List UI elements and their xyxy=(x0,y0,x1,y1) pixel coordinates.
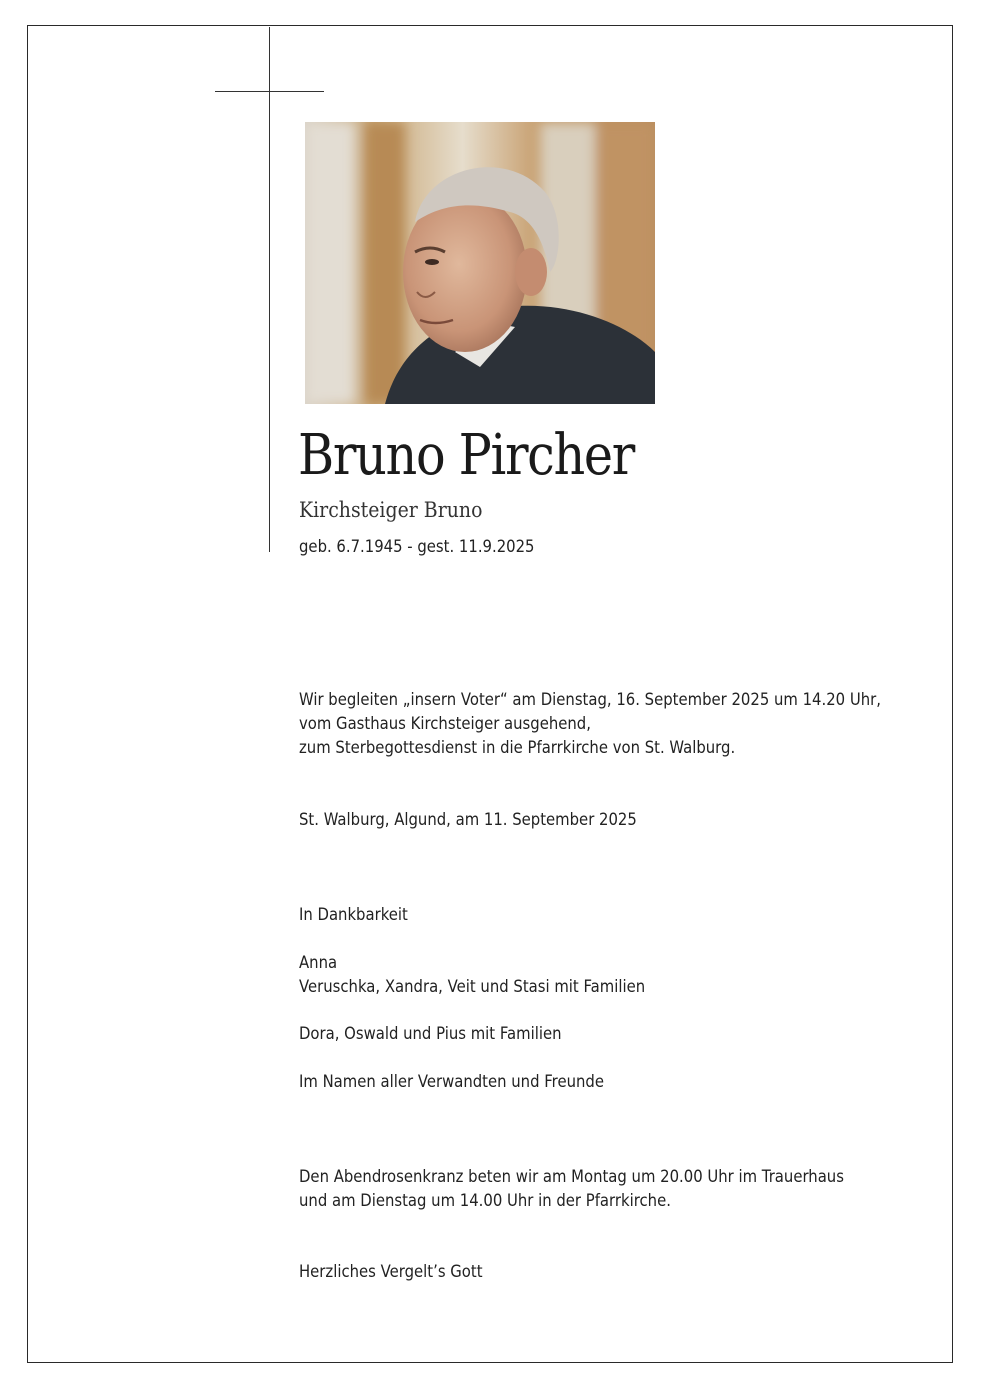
mourner-line: Im Namen aller Verwandten und Freunde xyxy=(299,1072,604,1091)
rosary-line: und am Dienstag um 14.00 Uhr in der Pfarrkirche. xyxy=(299,1191,671,1210)
mourners-group-2 xyxy=(299,1022,562,1046)
mourner-line: Veruschka, Xandra, Veit und Stasi mit Familien xyxy=(299,977,646,996)
mourners-group-3 xyxy=(299,1070,604,1094)
closing-line: Herzliches Vergelt’s Gott xyxy=(299,1262,483,1281)
mourner-line: Anna xyxy=(299,953,338,972)
mourners-group-1 xyxy=(299,951,645,999)
life-dates: geb. 6.7.1945 - gest. 11.9.2025 xyxy=(299,537,535,556)
announcement-line: zum Sterbegottesdienst in die Pfarrkirche von St. Walburg. xyxy=(299,738,736,757)
cross-vertical-beam xyxy=(269,27,270,552)
announcement-line: vom Gasthaus Kirchsteiger ausgehend, xyxy=(299,714,591,733)
intro-line: In Dankbarkeit xyxy=(299,905,408,924)
mourner-line: Dora, Oswald und Pius mit Familien xyxy=(299,1024,562,1043)
mourners-intro xyxy=(299,903,408,927)
portrait-photo xyxy=(305,122,655,404)
funeral-announcement xyxy=(299,688,881,760)
cross-horizontal-beam xyxy=(215,91,324,92)
deceased-nickname: Kirchsteiger Bruno xyxy=(299,498,483,522)
place-date-line: St. Walburg, Algund, am 11. September 2025 xyxy=(299,810,637,829)
announcement-line: Wir begleiten „insern Voter“ am Dienstag, 16. September 2025 um 14.20 Uhr, xyxy=(299,690,881,709)
closing-thanks xyxy=(299,1260,483,1284)
place-and-date xyxy=(299,808,637,832)
deceased-name: Bruno Pircher xyxy=(298,423,634,488)
rosary-line: Den Abendrosenkranz beten wir am Montag um 20.00 Uhr im Trauerhaus xyxy=(299,1167,844,1186)
rosary-notice xyxy=(299,1165,844,1213)
